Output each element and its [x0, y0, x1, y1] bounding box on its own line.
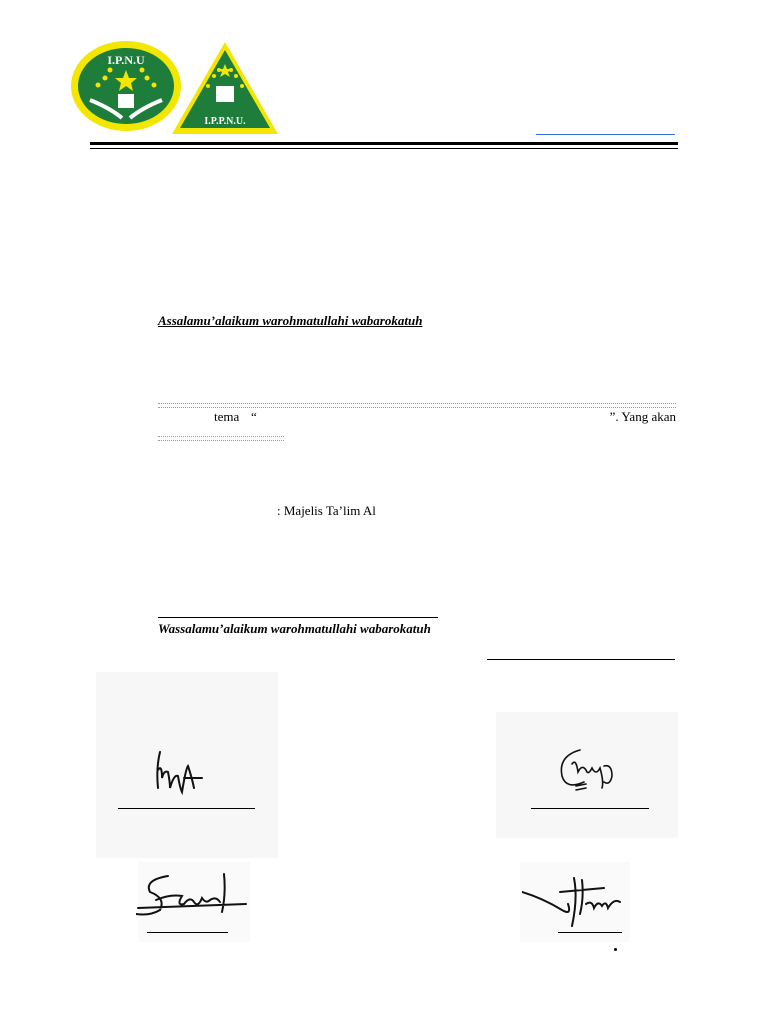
signature-1	[148, 748, 208, 800]
header-rule-thick	[90, 142, 678, 145]
signature-line-4	[558, 932, 622, 933]
ippnu-logo	[170, 40, 280, 136]
closing-greeting: Wassalamu’alaikum warohmatullahi wabarokatuh	[158, 621, 431, 636]
redacted-line-short	[158, 436, 284, 441]
greeting: Assalamu’alaikum warohmatullahi wabarokatuh	[158, 313, 423, 328]
ipnu-logo-text: I.P.N.U	[107, 53, 145, 67]
signature-2	[552, 742, 622, 798]
header-rule-thin	[90, 148, 678, 149]
header-link-underline	[536, 134, 675, 135]
ippnu-logo-text: I.P.P.N.U.	[204, 116, 246, 127]
closing-separator	[158, 617, 438, 618]
tema-label: tema	[214, 409, 240, 424]
signature-3	[136, 870, 248, 926]
date-line	[487, 659, 675, 660]
signature-line-2	[531, 808, 649, 809]
signature-line-3	[147, 932, 228, 933]
ink-dot	[614, 948, 617, 951]
ipnu-logo	[70, 40, 182, 132]
tema-close: ”. Yang akan	[609, 409, 676, 424]
venue-line: : Majelis Ta’lim Al	[277, 503, 376, 518]
redacted-line	[158, 403, 676, 408]
tema-row	[158, 409, 676, 427]
signature-line-1	[118, 808, 255, 809]
signature-4	[522, 874, 632, 930]
tema-open-quote: “	[251, 409, 257, 424]
